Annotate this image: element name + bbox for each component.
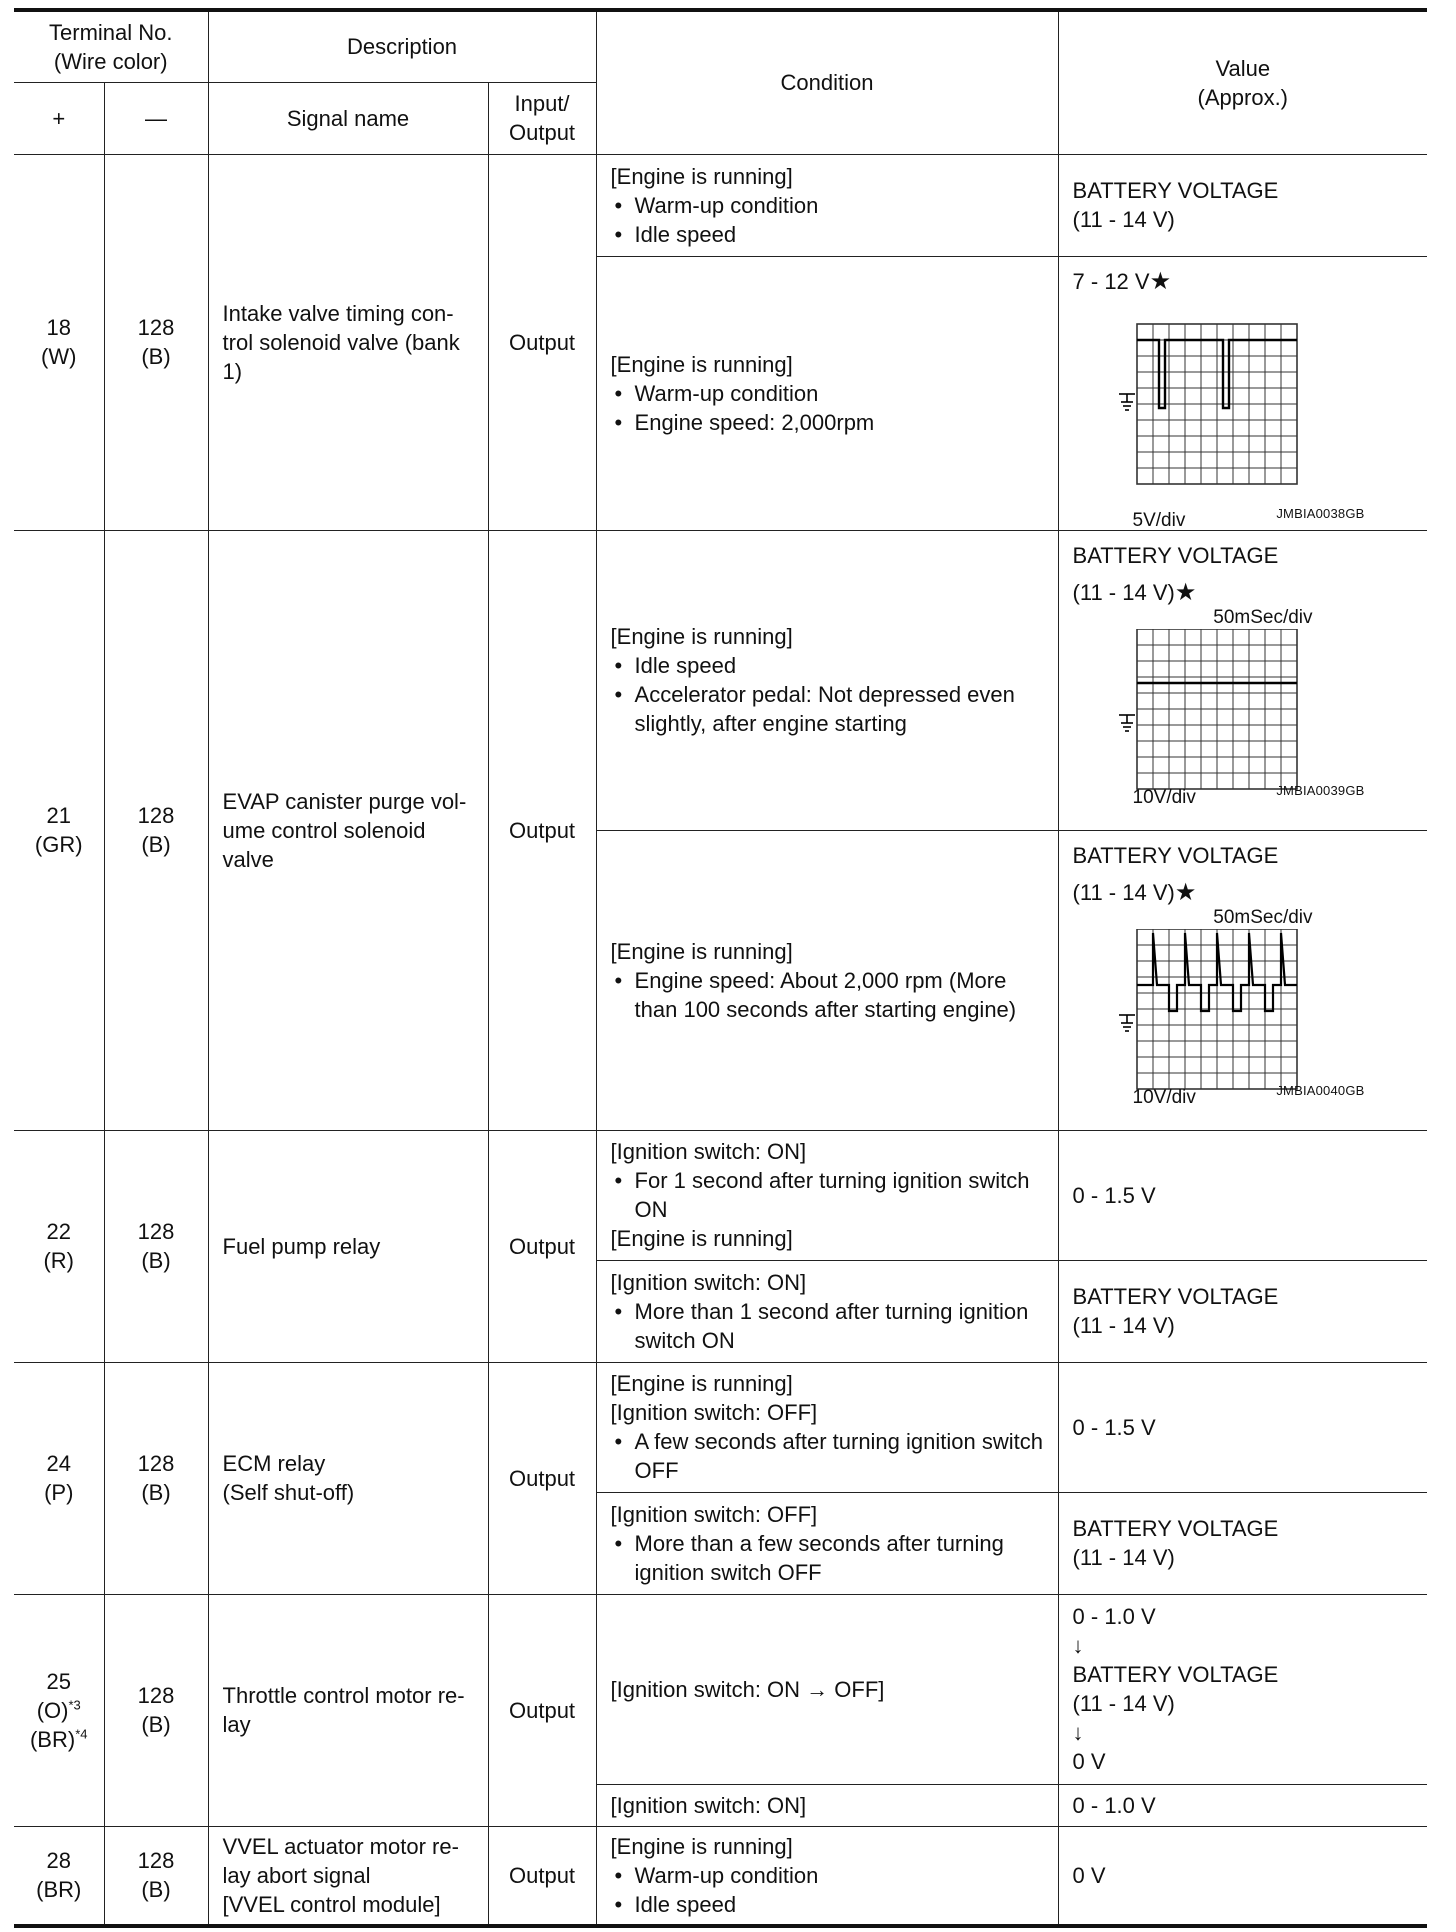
condition-cell: [Ignition switch: OFF] • More than a few seconds after turning ignition switch OFF [596,1492,1058,1594]
input-output: Output [488,154,596,530]
input-output: Output [488,1826,596,1926]
value-cell: 0 - 1.0 V [1058,1784,1427,1826]
condition-cell: [Engine is running] • Engine speed: About 2,000 rpm (More than 100 seconds after starting engine) [596,830,1058,1130]
terminal-minus: 128 (B) [104,1594,208,1826]
table-row [14,1130,1427,1260]
condition-cell: [Ignition switch: ON → OFF] [596,1594,1058,1784]
signal-name: VVEL actuator motor re- lay abort signal [VVEL control module] [208,1826,488,1926]
value-cell: BATTERY VOLTAGE (11 - 14 V) [1058,154,1427,256]
value-cell: 0 - 1.0 V ↓ BATTERY VOLTAGE (11 - 14 V) ↓ 0 V [1058,1594,1427,1784]
condition-cell: [Ignition switch: ON] [596,1784,1058,1826]
header-value: Value (Approx.) [1058,10,1427,154]
value-cell: BATTERY VOLTAGE (11 - 14 V)★ 50mSec/div 10V/div JMBIA0039GB [1058,530,1427,830]
oscilloscope-figure: 50mSec/div 10V/div JMBIA0039GB [1132,606,1365,808]
terminal-minus: 128 (B) [104,530,208,1130]
condition-cell: [Engine is running] • Warm-up condition • Engine speed: 2,000rpm [596,256,1058,530]
down-arrow: ↓ [1072,1720,1084,1745]
black-star-icon: ★ [1149,267,1172,295]
oscilloscope-figure: 5V/div JMBIA0038GB [1073,302,1363,530]
terminal-plus: 24 (P) [14,1362,104,1594]
table-row [14,530,1427,830]
condition-cell: [Engine is running] • Warm-up condition • Idle speed [596,154,1058,256]
value-cell: BATTERY VOLTAGE (11 - 14 V) [1058,1492,1427,1594]
value-cell: BATTERY VOLTAGE (11 - 14 V) [1058,1260,1427,1362]
down-arrow: ↓ [1072,1633,1084,1658]
table-row [14,1362,1427,1492]
input-output: Output [488,1130,596,1362]
input-output: Output [488,530,596,1130]
condition-cell: [Engine is running] • Warm-up condition • Idle speed [596,1826,1058,1926]
terminal-minus: 128 (B) [104,1130,208,1362]
header-input-output: Input/ Output [488,82,596,154]
table-row [14,154,1427,256]
condition-cell: [Engine is running] • Idle speed • Accelerator pedal: Not depressed even slightly, after engine starting [596,530,1058,830]
condition-cell: [Ignition switch: ON] • More than 1 second after turning ignition switch ON [596,1260,1058,1362]
condition-cell: [Ignition switch: ON] • For 1 second after turning ignition switch ON [Engine is running] [596,1130,1058,1260]
header-condition: Condition [596,10,1058,154]
terminal-plus: 28 (BR) [14,1826,104,1926]
black-star-icon: ★ [1174,578,1197,606]
value-cell: BATTERY VOLTAGE (11 - 14 V)★ 50mSec/div 10V/div JMBIA0040GB [1058,830,1427,1130]
table-row [14,1826,1427,1926]
value-cell: 0 V [1058,1826,1427,1926]
signal-name: Fuel pump relay [208,1130,488,1362]
terminal-plus: 18 (W) [14,154,104,530]
terminal-minus: 128 (B) [104,154,208,530]
header-description: Description [208,10,596,82]
value-cell: 0 - 1.5 V [1058,1130,1427,1260]
signal-name: Intake valve timing con-trol solenoid valve (bank 1) [208,154,488,530]
header-terminal-no: Terminal No. (Wire color) [14,10,208,82]
table-row [14,1594,1427,1784]
signal-name: Throttle control motor re-lay [208,1594,488,1826]
header-plus: + [14,82,104,154]
oscilloscope-figure: 50mSec/div 10V/div JMBIA0040GB [1132,906,1365,1108]
signal-name: EVAP canister purge vol-ume control solenoid valve [208,530,488,1130]
value-cell: 7 - 12 V★ 5V/div JMBIA0038GB [1058,256,1427,530]
signal-name: ECM relay (Self shut-off) [208,1362,488,1594]
header-minus: — [104,82,208,154]
terminal-plus: 21 (GR) [14,530,104,1130]
terminal-plus: 22 (R) [14,1130,104,1362]
header-signal-name: Signal name [208,82,488,154]
condition-cell: [Engine is running] [Ignition switch: OFF] • A few seconds after turning ignition switch OFF [596,1362,1058,1492]
value-cell: 0 - 1.5 V [1058,1362,1427,1492]
terminal-minus: 128 (B) [104,1826,208,1926]
terminal-minus: 128 (B) [104,1362,208,1594]
terminal-plus: 25 $(O)^{*3}$ (BR)$^{*4}$ [14,1594,104,1826]
black-star-icon: ★ [1174,878,1197,906]
input-output: Output [488,1594,596,1826]
ecm-terminal-table [14,8,1427,1928]
input-output: Output [488,1362,596,1594]
